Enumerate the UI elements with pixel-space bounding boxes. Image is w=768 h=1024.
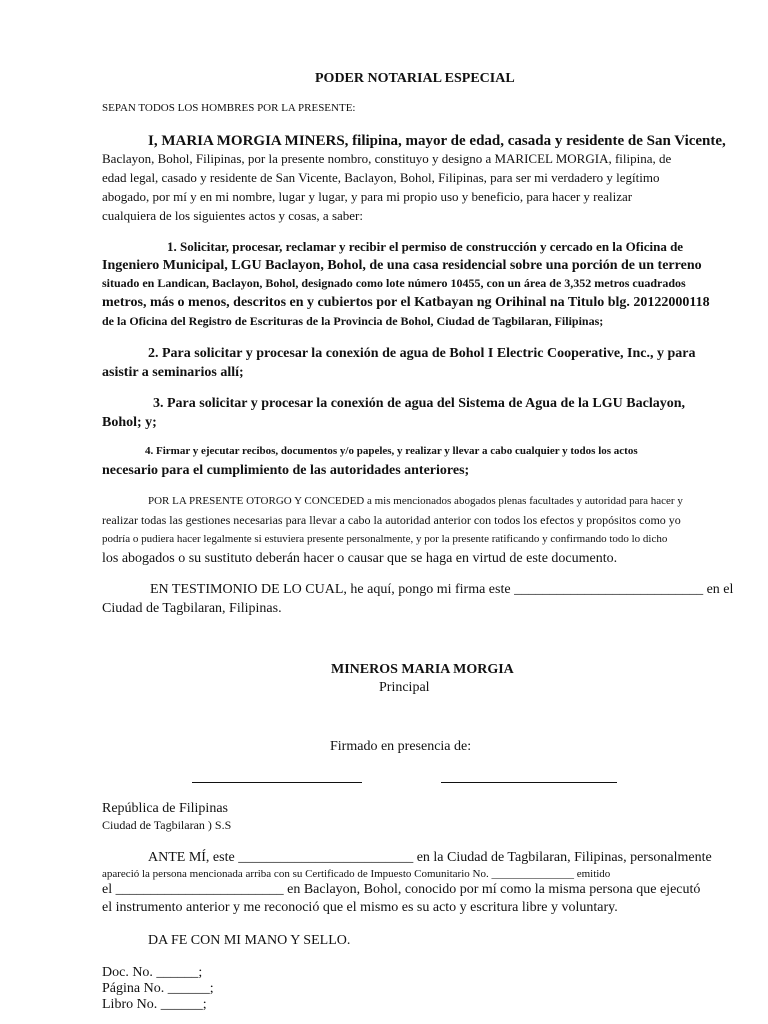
- item-line: Ingeniero Municipal, LGU Baclayon, Bohol, de una casa residencial sobre una porción de un terreno: [102, 258, 702, 273]
- item-line: 4. Firmar y ejecutar recibos, documentos y/o papeles, y realizar y llevar a cabo cualquier y todos los actos: [145, 445, 638, 457]
- item-line: asistir a seminarios allí;: [102, 365, 244, 380]
- acknowledgment-line: el instrumento anterior y me reconoció que el mismo es su acto y escritura libre y voluntary.: [102, 900, 618, 915]
- document-title: PODER NOTARIAL ESPECIAL: [315, 71, 515, 86]
- item-line: situado en Landican, Baclayon, Bohol, designado como lote número 10455, con un área de 3,352 metros cuadrados: [102, 276, 686, 290]
- signatory-name: MINEROS MARIA MORGIA: [331, 662, 514, 677]
- testimony-line: Ciudad de Tagbilaran, Filipinas.: [102, 601, 282, 616]
- registry-doc-no: Doc. No. ______;: [102, 965, 203, 980]
- grant-line: los abogados o su sustituto deberán hacer o causar que se haga en virtud de este documento.: [102, 551, 618, 566]
- grant-line: POR LA PRESENTE OTORGO Y CONCEDED a mis mencionados abogados plenas facultades y autoridad para hacer y: [148, 495, 683, 507]
- preamble: SEPAN TODOS LOS HOMBRES POR LA PRESENTE:: [102, 102, 356, 114]
- acknowledgment-line: el ________________________ en Baclayon, Bohol, conocido por mí como la misma persona que ejecutó: [102, 882, 701, 897]
- witness-2-signature-line: [441, 782, 617, 783]
- intro-line: I, MARIA MORGIA MINERS, filipina, mayor de edad, casada y residente de San Vicente,: [148, 133, 726, 149]
- intro-line: cualquiera de los siguientes actos y cosas, a saber:: [102, 208, 363, 223]
- intro-line: abogado, por mí y en mi nombre, lugar y lugar, y para mi propio uso y beneficio, para hacer y realizar: [102, 189, 633, 204]
- item-line: 1. Solicitar, procesar, reclamar y recibir el permiso de construcción y cercado en la Oficina de: [167, 239, 684, 254]
- acknowledgment-line: apareció la persona mencionada arriba con su Certificado de Impuesto Comunitario No. _______________ emitido: [102, 868, 611, 880]
- acknowledgment-line: ANTE MÍ, este _________________________ en la Ciudad de Tagbilaran, Filipinas, personalmente: [148, 850, 712, 865]
- registry-book-no: Libro No. ______;: [102, 997, 207, 1012]
- jurisdiction-city: Ciudad de Tagbilaran ) S.S: [102, 818, 232, 832]
- item-line: metros, más o menos, descritos en y cubiertos por el Katbayan ng Orihinal na Titulo blg. 20122000118: [102, 295, 710, 310]
- item-line: 3. Para solicitar y procesar la conexión de agua del Sistema de Agua de la LGU Baclayon,: [153, 396, 685, 411]
- grant-line: realizar todas las gestiones necesarias para llevar a cabo la autoridad anterior con todos los efectos y propósitos como yo: [102, 513, 681, 527]
- testimony-line: EN TESTIMONIO DE LO CUAL, he aquí, pongo mi firma este ___________________________ en el: [150, 582, 734, 597]
- item-line: de la Oficina del Registro de Escrituras de la Provincia de Bohol, Ciudad de Tagbilaran, Filipinas;: [102, 314, 604, 328]
- registry-page-no: Página No. ______;: [102, 981, 214, 996]
- witness-1-signature-line: [192, 782, 362, 783]
- item-line: Bohol; y;: [102, 415, 157, 430]
- witness-heading: Firmado en presencia de:: [330, 739, 472, 754]
- intro-line: edad legal, casado y residente de San Vicente, Baclayon, Bohol, Filipinas, para ser mi verdadero y legítimo: [102, 170, 660, 185]
- seal-statement: DA FE CON MI MANO Y SELLO.: [148, 933, 351, 948]
- signatory-role: Principal: [379, 680, 430, 695]
- intro-line: Baclayon, Bohol, Filipinas, por la presente nombro, constituyo y designo a MARICEL MORGIA, filipina, de: [102, 151, 672, 166]
- jurisdiction-country: República de Filipinas: [102, 801, 228, 816]
- grant-line: podría o pudiera hacer legalmente si estuviera presente personalmente, y por la presente ratificando y confirmando todo lo dicho: [102, 533, 668, 545]
- item-line: necesario para el cumplimiento de las autoridades anteriores;: [102, 463, 470, 478]
- item-line: 2. Para solicitar y procesar la conexión de agua de Bohol I Electric Cooperative, Inc., y para: [148, 346, 696, 361]
